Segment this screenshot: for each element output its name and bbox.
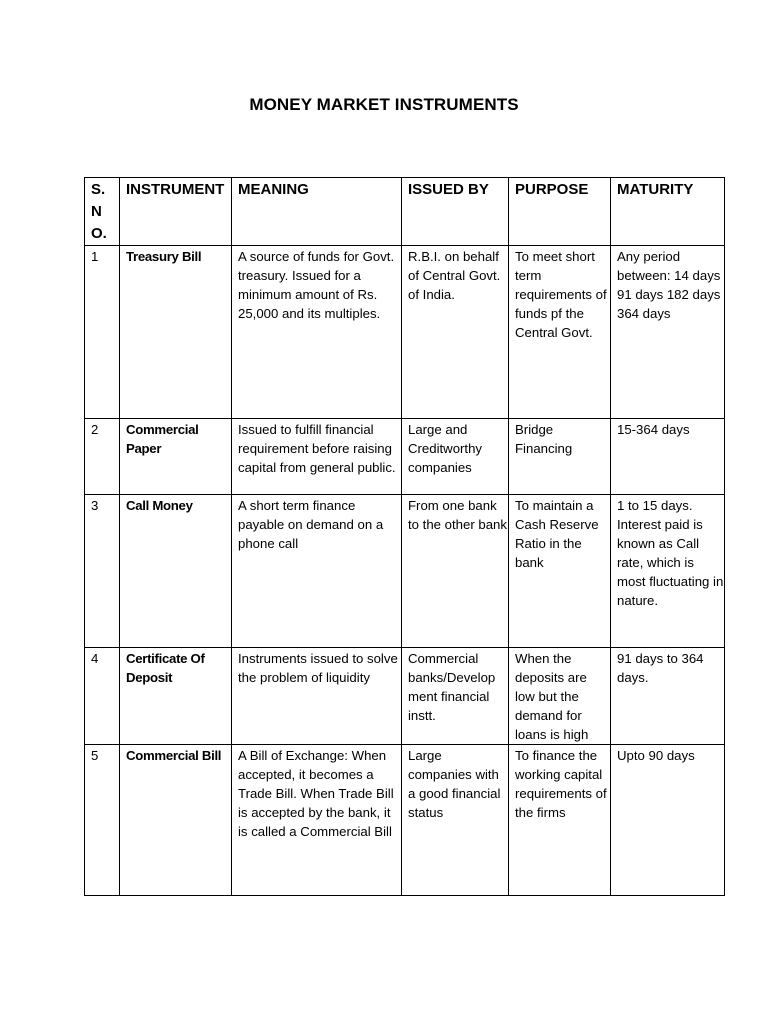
cell-sno: 2 [85,419,120,495]
header-sno: S. N O. [85,178,120,246]
cell-meaning: A source of funds for Govt. treasury. Issued for a minimum amount of Rs. 25,000 and its multiples. [232,246,402,419]
header-meaning: MEANING [232,178,402,246]
page-title: MONEY MARKET INSTRUMENTS [249,95,519,114]
header-instrument: INSTRUMENT [120,178,232,246]
cell-instrument: Commercial Bill [120,745,232,896]
instruments-table [84,177,725,896]
cell-purpose: To finance the working capital requirements of the firms [509,745,611,896]
header-purpose: PURPOSE [509,178,611,246]
cell-instrument: Treasury Bill [120,246,232,419]
cell-issued-by: From one bank to the other bank [402,495,509,648]
header-row [85,178,725,246]
cell-meaning: A short term finance payable on demand on a phone call [232,495,402,648]
table-row [85,246,725,419]
cell-maturity: 1 to 15 days. Interest paid is known as Call rate, which is most fluctuating in nature. [611,495,725,648]
cell-meaning: A Bill of Exchange: When accepted, it becomes a Trade Bill. When Trade Bill is accepted by the bank, it is called a Commercial Bill [232,745,402,896]
cell-maturity: 91 days to 364 days. [611,648,725,745]
cell-maturity: Any period between: 14 days 91 days 182 days 364 days [611,246,725,419]
cell-instrument: Call Money [120,495,232,648]
cell-sno: 3 [85,495,120,648]
cell-maturity: Upto 90 days [611,745,725,896]
cell-issued-by: Large and Creditworthy companies [402,419,509,495]
cell-purpose: To maintain a Cash Reserve Ratio in the bank [509,495,611,648]
cell-sno: 4 [85,648,120,745]
cell-instrument: Commercial Paper [120,419,232,495]
cell-issued-by: R.B.I. on behalf of Central Govt. of India. [402,246,509,419]
table-row [85,495,725,648]
cell-purpose: When the deposits are low but the demand for loans is high [509,648,611,745]
cell-sno: 1 [85,246,120,419]
cell-meaning: Issued to fulfill financial requirement before raising capital from general public. [232,419,402,495]
table-row [85,419,725,495]
cell-purpose: To meet short term requirements of funds pf the Central Govt. [509,246,611,419]
cell-instrument: Certificate Of Deposit [120,648,232,745]
table-row [85,745,725,896]
cell-issued-by: Large companies with a good financial status [402,745,509,896]
cell-meaning: Instruments issued to solve the problem of liquidity [232,648,402,745]
cell-maturity: 15-364 days [611,419,725,495]
header-issued-by: ISSUED BY [402,178,509,246]
table-row [85,648,725,745]
cell-sno: 5 [85,745,120,896]
cell-issued-by: Commercial banks/Develop ment financial instt. [402,648,509,745]
header-maturity: MATURITY [611,178,725,246]
cell-purpose: Bridge Financing [509,419,611,495]
